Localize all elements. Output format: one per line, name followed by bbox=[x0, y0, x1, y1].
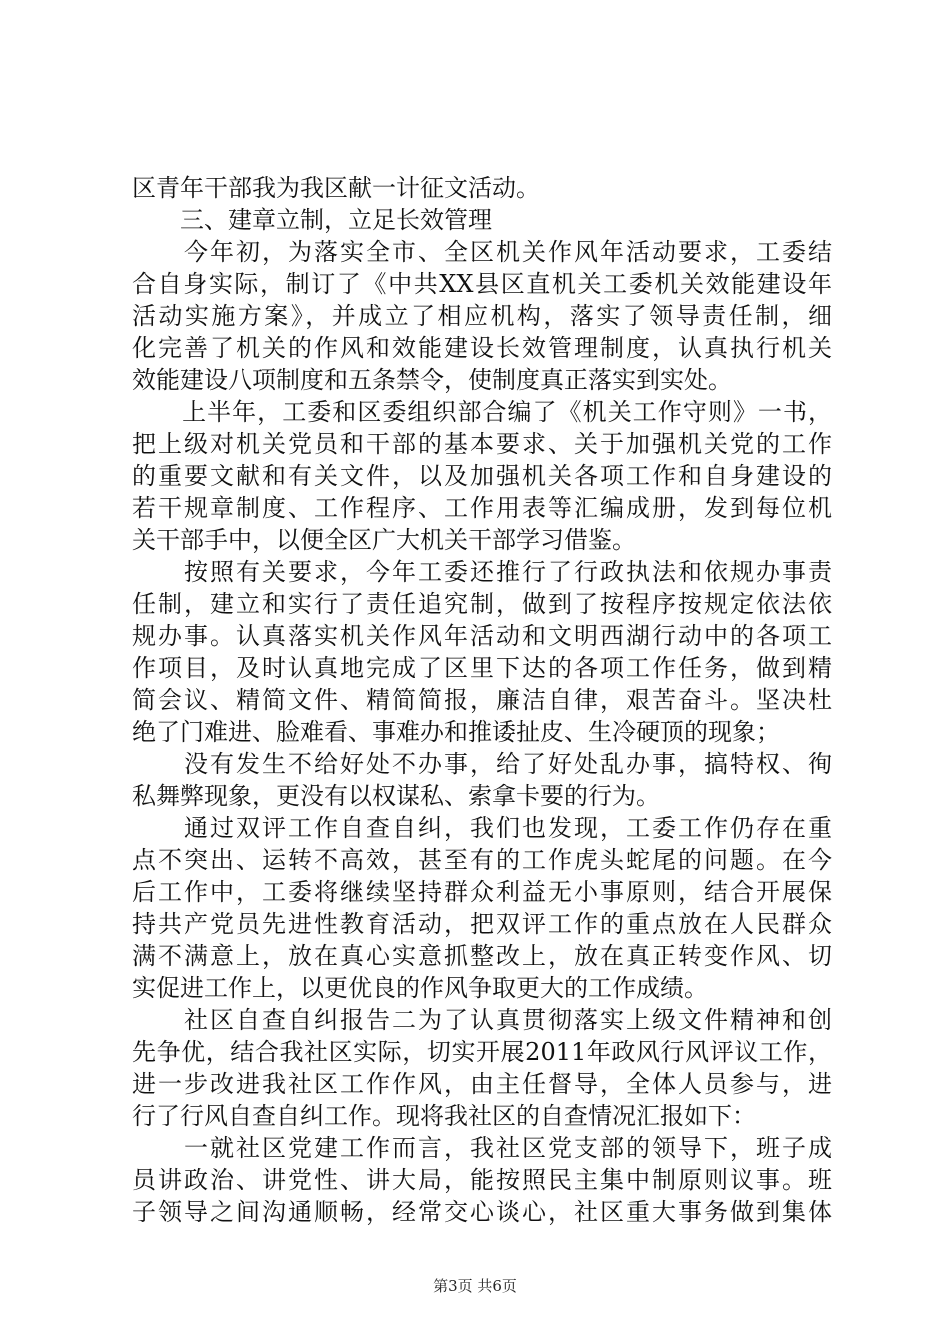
document-body bbox=[132, 172, 832, 1228]
paragraph bbox=[132, 396, 832, 556]
text-line: 行了行风自查自纠工作。现将我社区的自查情况汇报如下： bbox=[132, 1102, 756, 1130]
paragraph bbox=[132, 748, 832, 812]
text-line: 一就社区党建工作而言，我社区党支部的领导下，班子成 bbox=[132, 1134, 832, 1162]
paragraph bbox=[132, 812, 832, 1004]
text-line: 通过双评工作自查自纠，我们也发现，工委工作仍存在重 bbox=[132, 814, 832, 842]
text-line: 进一步改进我社区工作作风，由主任督导，全体人员参与，进 bbox=[132, 1070, 832, 1098]
text-line: 的重要文献和有关文件，以及加强机关各项工作和自身建设的 bbox=[132, 462, 832, 490]
text-line: 规办事。认真落实机关作风年活动和文明西湖行动中的各项工 bbox=[132, 622, 832, 650]
text-line: 活动实施方案》，并成立了相应机构，落实了领导责任制，细 bbox=[132, 302, 832, 330]
text-line: 点不突出、运转不高效，甚至有的工作虎头蛇尾的问题。在今 bbox=[132, 846, 832, 874]
paragraph bbox=[132, 172, 832, 204]
text-line: 化完善了机关的作风和效能建设长效管理制度，认真执行机关 bbox=[132, 334, 832, 362]
text-line: 先争优，结合我社区实际，切实开展2011年政风行风评议工作， bbox=[132, 1038, 832, 1066]
text-line: 关干部手中，以便全区广大机关干部学习借鉴。 bbox=[132, 526, 636, 554]
paragraph bbox=[132, 1004, 832, 1132]
text-line: 子领导之间沟通顺畅，经常交心谈心，社区重大事务做到集体 bbox=[132, 1198, 832, 1226]
text-line: 实促进工作上，以更优良的作风争取更大的工作成绩。 bbox=[132, 974, 708, 1002]
text-line: 员讲政治、讲党性、讲大局，能按照民主集中制原则议事。班 bbox=[132, 1166, 832, 1194]
text-line: 绝了门难进、脸难看、事难办和推诿扯皮、生冷硬顶的现象； bbox=[132, 718, 780, 746]
text-line: 效能建设八项制度和五条禁令，使制度真正落实到实处。 bbox=[132, 366, 732, 394]
text-line: 持共产党员先进性教育活动，把双评工作的重点放在人民群众 bbox=[132, 910, 832, 938]
text-line: 社区自查自纠报告二为了认真贯彻落实上级文件精神和创 bbox=[132, 1006, 832, 1034]
paragraph bbox=[132, 204, 832, 236]
text-line: 私舞弊现象，更没有以权谋私、索拿卡要的行为。 bbox=[132, 782, 660, 810]
text-line: 后工作中，工委将继续坚持群众利益无小事原则，结合开展保 bbox=[132, 878, 832, 906]
text-line: 没有发生不给好处不办事，给了好处乱办事，搞特权、徇 bbox=[132, 750, 832, 778]
text-line: 作项目，及时认真地完成了区里下达的各项工作任务，做到精 bbox=[132, 654, 832, 682]
paragraph bbox=[132, 1132, 832, 1228]
text-line: 满不满意上，放在真心实意抓整改上，放在真正转变作风、切 bbox=[132, 942, 832, 970]
text-line: 今年初，为落实全市、全区机关作风年活动要求，工委结 bbox=[132, 238, 832, 266]
text-line: 区青年干部我为我区献一计征文活动。 bbox=[132, 174, 540, 202]
text-line: 若干规章制度、工作程序、工作用表等汇编成册，发到每位机 bbox=[132, 494, 832, 522]
text-line: 合自身实际，制订了《中共XX县区直机关工委机关效能建设年 bbox=[132, 270, 832, 298]
text-line: 上半年，工委和区委组织部合编了《机关工作守则》一书， bbox=[132, 398, 832, 426]
paragraph bbox=[132, 236, 832, 396]
page-footer: 第3页 共6页 bbox=[433, 1277, 517, 1295]
text-line: 把上级对机关党员和干部的基本要求、关于加强机关党的工作 bbox=[132, 430, 832, 458]
text-line: 三、建章立制，立足长效管理 bbox=[132, 206, 492, 234]
paragraph bbox=[132, 556, 832, 748]
text-line: 按照有关要求，今年工委还推行了行政执法和依规办事责 bbox=[132, 558, 832, 586]
text-line: 简会议、精简文件、精简简报，廉洁自律，艰苦奋斗。坚决杜 bbox=[132, 686, 832, 714]
text-line: 任制，建立和实行了责任追究制，做到了按程序按规定依法依 bbox=[132, 590, 832, 618]
